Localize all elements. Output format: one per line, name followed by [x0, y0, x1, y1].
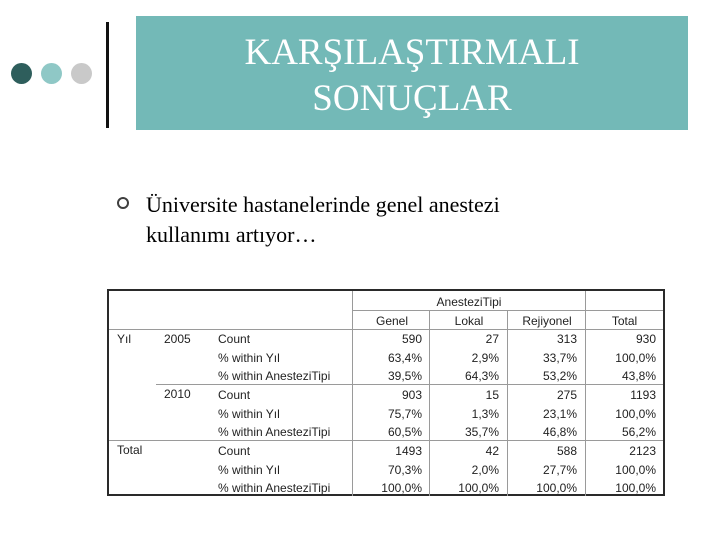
table-cell: 100,0% — [615, 462, 656, 477]
divider-line — [106, 22, 109, 128]
col-header-lokal: Lokal — [454, 314, 484, 328]
stat-label: Count — [218, 388, 251, 402]
stat-label: % within Yıl — [218, 462, 280, 477]
stat-label: Count — [218, 332, 251, 346]
table-cell: 1,3% — [471, 406, 499, 421]
col-header-rejiyonel: Rejiyonel — [522, 314, 572, 328]
table-cell: 23,1% — [542, 406, 577, 421]
table-cell: 63,4% — [387, 350, 422, 365]
table-cell: 588 — [556, 444, 577, 458]
table-cell: 60,5% — [387, 425, 422, 439]
year-label-2005: 2005 — [164, 332, 191, 346]
table-cell: 27,7% — [542, 462, 577, 477]
table-cell: 75,7% — [387, 406, 422, 421]
title-line-1: KARŞILAŞTIRMALI — [244, 32, 580, 73]
table-cell: 275 — [556, 388, 577, 402]
stat-label: Count — [218, 444, 251, 458]
stat-label: % within Yıl — [218, 350, 280, 365]
title-banner — [136, 16, 688, 130]
table-cell: 46,8% — [542, 425, 577, 439]
row-var-label: Yıl — [117, 332, 132, 346]
table-cell: 100,0% — [381, 481, 422, 495]
bullet-circle-icon — [117, 197, 129, 209]
table-cell: 64,3% — [464, 369, 499, 383]
table-cell: 100,0% — [536, 481, 577, 495]
table-cell: 33,7% — [542, 350, 577, 365]
table-cell: 43,8% — [621, 369, 656, 383]
table-cell: 70,3% — [387, 462, 422, 477]
table-cell: 2,9% — [471, 350, 499, 365]
table-cell: 2123 — [629, 444, 656, 458]
table-cell: 100,0% — [615, 350, 656, 365]
stat-label: % within Yıl — [218, 406, 280, 421]
group-header: AnesteziTipi — [436, 295, 502, 309]
table-cell: 15 — [485, 388, 499, 402]
table-cell: 313 — [556, 332, 577, 346]
table-cell: 56,2% — [621, 425, 656, 439]
table-cell: 100,0% — [615, 481, 656, 495]
table-cell: 35,7% — [464, 425, 499, 439]
table-cell: 100,0% — [615, 406, 656, 421]
table-cell: 930 — [635, 332, 656, 346]
slide-title — [136, 30, 688, 122]
bullet-line-1: Üniversite hastanelerinde genel anestezi — [146, 192, 500, 217]
table-cell: 590 — [401, 332, 422, 346]
decor-dot-light-icon — [71, 63, 92, 84]
table-cell: 42 — [485, 444, 499, 458]
bullet-line-2: kullanımı artıyor… — [146, 222, 317, 247]
table-cell: 1193 — [630, 388, 656, 402]
total-row-label: Total — [117, 443, 143, 457]
crosstab-table — [107, 289, 665, 496]
title-line-2: SONUÇLAR — [312, 78, 512, 119]
col-header-total: Total — [611, 314, 638, 328]
table-cell: 2,0% — [471, 462, 499, 477]
table-cell: 53,2% — [542, 369, 577, 383]
year-label-2010: 2010 — [164, 387, 191, 401]
table-cell: 27 — [485, 332, 499, 346]
bullet-text — [146, 190, 706, 250]
table-cell: 903 — [401, 388, 422, 402]
decor-dot-dark-icon — [11, 63, 32, 84]
stat-label: % within AnesteziTipi — [218, 369, 331, 383]
stat-label: % within AnesteziTipi — [218, 481, 331, 495]
table-cell: 100,0% — [458, 481, 499, 495]
decor-dot-mid-icon — [41, 63, 62, 84]
table-cell: 39,5% — [387, 369, 422, 383]
stat-label: % within AnesteziTipi — [218, 425, 331, 439]
col-header-genel: Genel — [375, 314, 409, 328]
table-cell: 1493 — [395, 444, 422, 458]
